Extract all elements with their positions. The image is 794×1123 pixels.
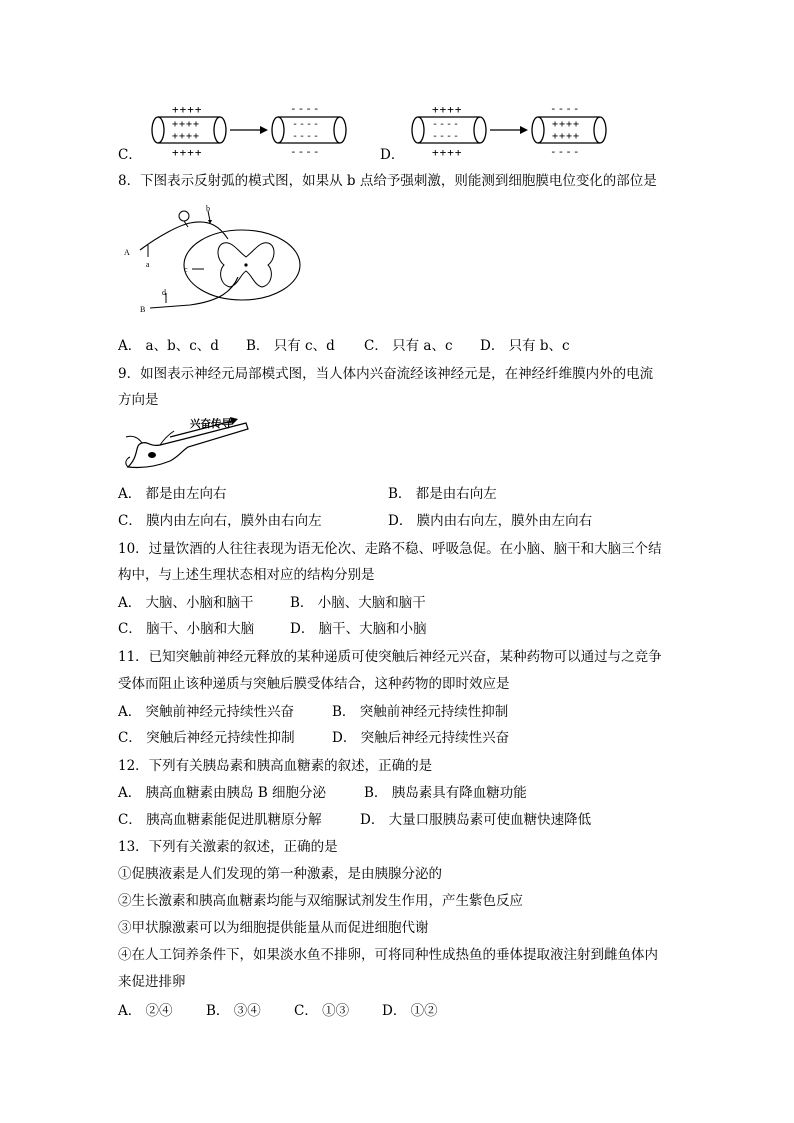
q8-option-c: C． 只有 a、c: [364, 338, 453, 354]
q7-option-c-figure: [150, 100, 350, 160]
q10-option-c: C． 脑干、小脑和大脑: [118, 621, 255, 637]
q13-option-d: D． ①②: [382, 1003, 438, 1019]
q9-stem-line2: 方向是: [118, 392, 159, 408]
label-d: d: [162, 288, 166, 297]
q7-option-c-label: C．: [118, 147, 142, 163]
q10-stem-line1: 10．过量饮酒的人往往表现为语无伦次、走路不稳、呼吸急促。在小脑、脑干和大脑三个结: [118, 541, 662, 557]
q13-item-1: ①促胰液素是人们发现的第一种激素，是由胰腺分泌的: [118, 866, 442, 882]
q13-item-4: ④在人工饲养条件下，如果淡水鱼不排卵，可将同种性成热鱼的垂体提取液注射到雌鱼体内: [118, 947, 658, 963]
q12-stem: 12．下列有关胰岛素和胰高血糖素的叙述，正确的是: [118, 758, 433, 774]
q13-item-3: ③甲状腺激素可以为细胞提供能量从而促进细胞代谢: [118, 920, 429, 936]
svg-text:++++: ++++: [552, 119, 581, 130]
q11-option-c: C． 突触后神经元持续性抑制: [118, 730, 295, 746]
q10-option-d: D． 脑干、大脑和小脑: [290, 621, 427, 637]
q8-option-d: D． 只有 b、c: [480, 338, 570, 354]
svg-text:++++: ++++: [172, 119, 201, 130]
q9-option-b: B． 都是由右向左: [388, 486, 497, 502]
q10-option-a: A． 大脑、小脑和脑干: [118, 595, 254, 611]
svg-text:++++: ++++: [172, 103, 203, 116]
q11-stem-line2: 受体而阻止该种递质与突触后膜受体结合，这种药物的即时效应是: [118, 676, 510, 692]
svg-text:++++: ++++: [432, 103, 463, 116]
figure-label-excitation: 兴奋传导: [190, 418, 232, 430]
svg-text:----: ----: [290, 145, 321, 158]
svg-text:++++: ++++: [172, 146, 203, 159]
q10-stem-line2: 构中，与上述生理状态相对应的结构分别是: [118, 567, 375, 583]
q8-stem: 8．下图表示反射弧的模式图，如果从 b 点给予强刺激，则能测到细胞膜电位变化的部位是: [118, 173, 657, 189]
svg-text:----: ----: [292, 131, 321, 142]
q12-option-c: C． 胰高血糖素能促进肌糖原分解: [118, 812, 322, 828]
label-b: b: [206, 204, 210, 213]
neuron-figure: [120, 415, 255, 475]
q13-item-4-line2: 来促进排卵: [118, 974, 186, 990]
label-a: a: [146, 260, 150, 269]
svg-text:----: ----: [432, 119, 461, 130]
q11-option-d: D． 突触后神经元持续性兴奋: [332, 730, 510, 746]
svg-text:----: ----: [432, 131, 461, 142]
label-A: A: [124, 248, 130, 257]
svg-text:++++: ++++: [432, 146, 463, 159]
svg-text:++++: ++++: [552, 131, 581, 142]
q11-option-a: A． 突触前神经元持续性兴奋: [118, 704, 295, 720]
q12-option-d: D． 大量口服胰岛素可使血糖快速降低: [360, 812, 592, 828]
q7-option-d-figure: [410, 100, 610, 160]
svg-text:----: ----: [550, 102, 581, 115]
label-B: B: [140, 305, 146, 314]
q9-option-a: A． 都是由左向右: [118, 486, 227, 502]
q13-stem: 13．下列有关激素的叙述，正确的是: [118, 839, 338, 855]
q9-stem-line1: 9．如图表示神经元局部模式图，当人体内兴奋流经该神经元是，在神经纤维膜内外的电流: [118, 366, 654, 382]
label-c: c: [184, 265, 188, 274]
q9-option-c: C． 膜内由左向右，膜外由右向左: [118, 513, 322, 529]
q8-option-b: B． 只有 c、d: [246, 338, 335, 354]
q9-option-d: D． 膜内由右向左，膜外由左向右: [388, 513, 593, 529]
svg-text:----: ----: [290, 102, 321, 115]
q13-option-c: C． ①③: [294, 1003, 350, 1019]
svg-text:++++: ++++: [172, 131, 201, 142]
q13-item-2: ②生长激素和胰高血糖素均能与双缩脲试剂发生作用，产生紫色反应: [118, 893, 523, 909]
q13-option-b: B． ③④: [206, 1003, 261, 1019]
q13-option-a: A． ②④: [118, 1003, 173, 1019]
q12-option-b: B． 胰岛素具有降血糖功能: [364, 785, 527, 801]
svg-text:----: ----: [292, 119, 321, 130]
q11-option-b: B． 突触前神经元持续性抑制: [332, 704, 509, 720]
q8-option-a: A． a、b、c、d: [118, 338, 219, 354]
q12-option-a: A． 胰高血糖素由胰岛 B 细胞分泌: [118, 785, 327, 801]
q7-option-d-label: D．: [380, 147, 405, 163]
svg-text:----: ----: [550, 145, 581, 158]
reflex-arc-figure: [120, 205, 320, 320]
q10-option-b: B． 小脑、大脑和脑干: [290, 595, 426, 611]
q11-stem-line1: 11．已知突触前神经元释放的某种递质可使突触后神经元兴奋，某种药物可以通过与之竞争: [118, 649, 662, 665]
